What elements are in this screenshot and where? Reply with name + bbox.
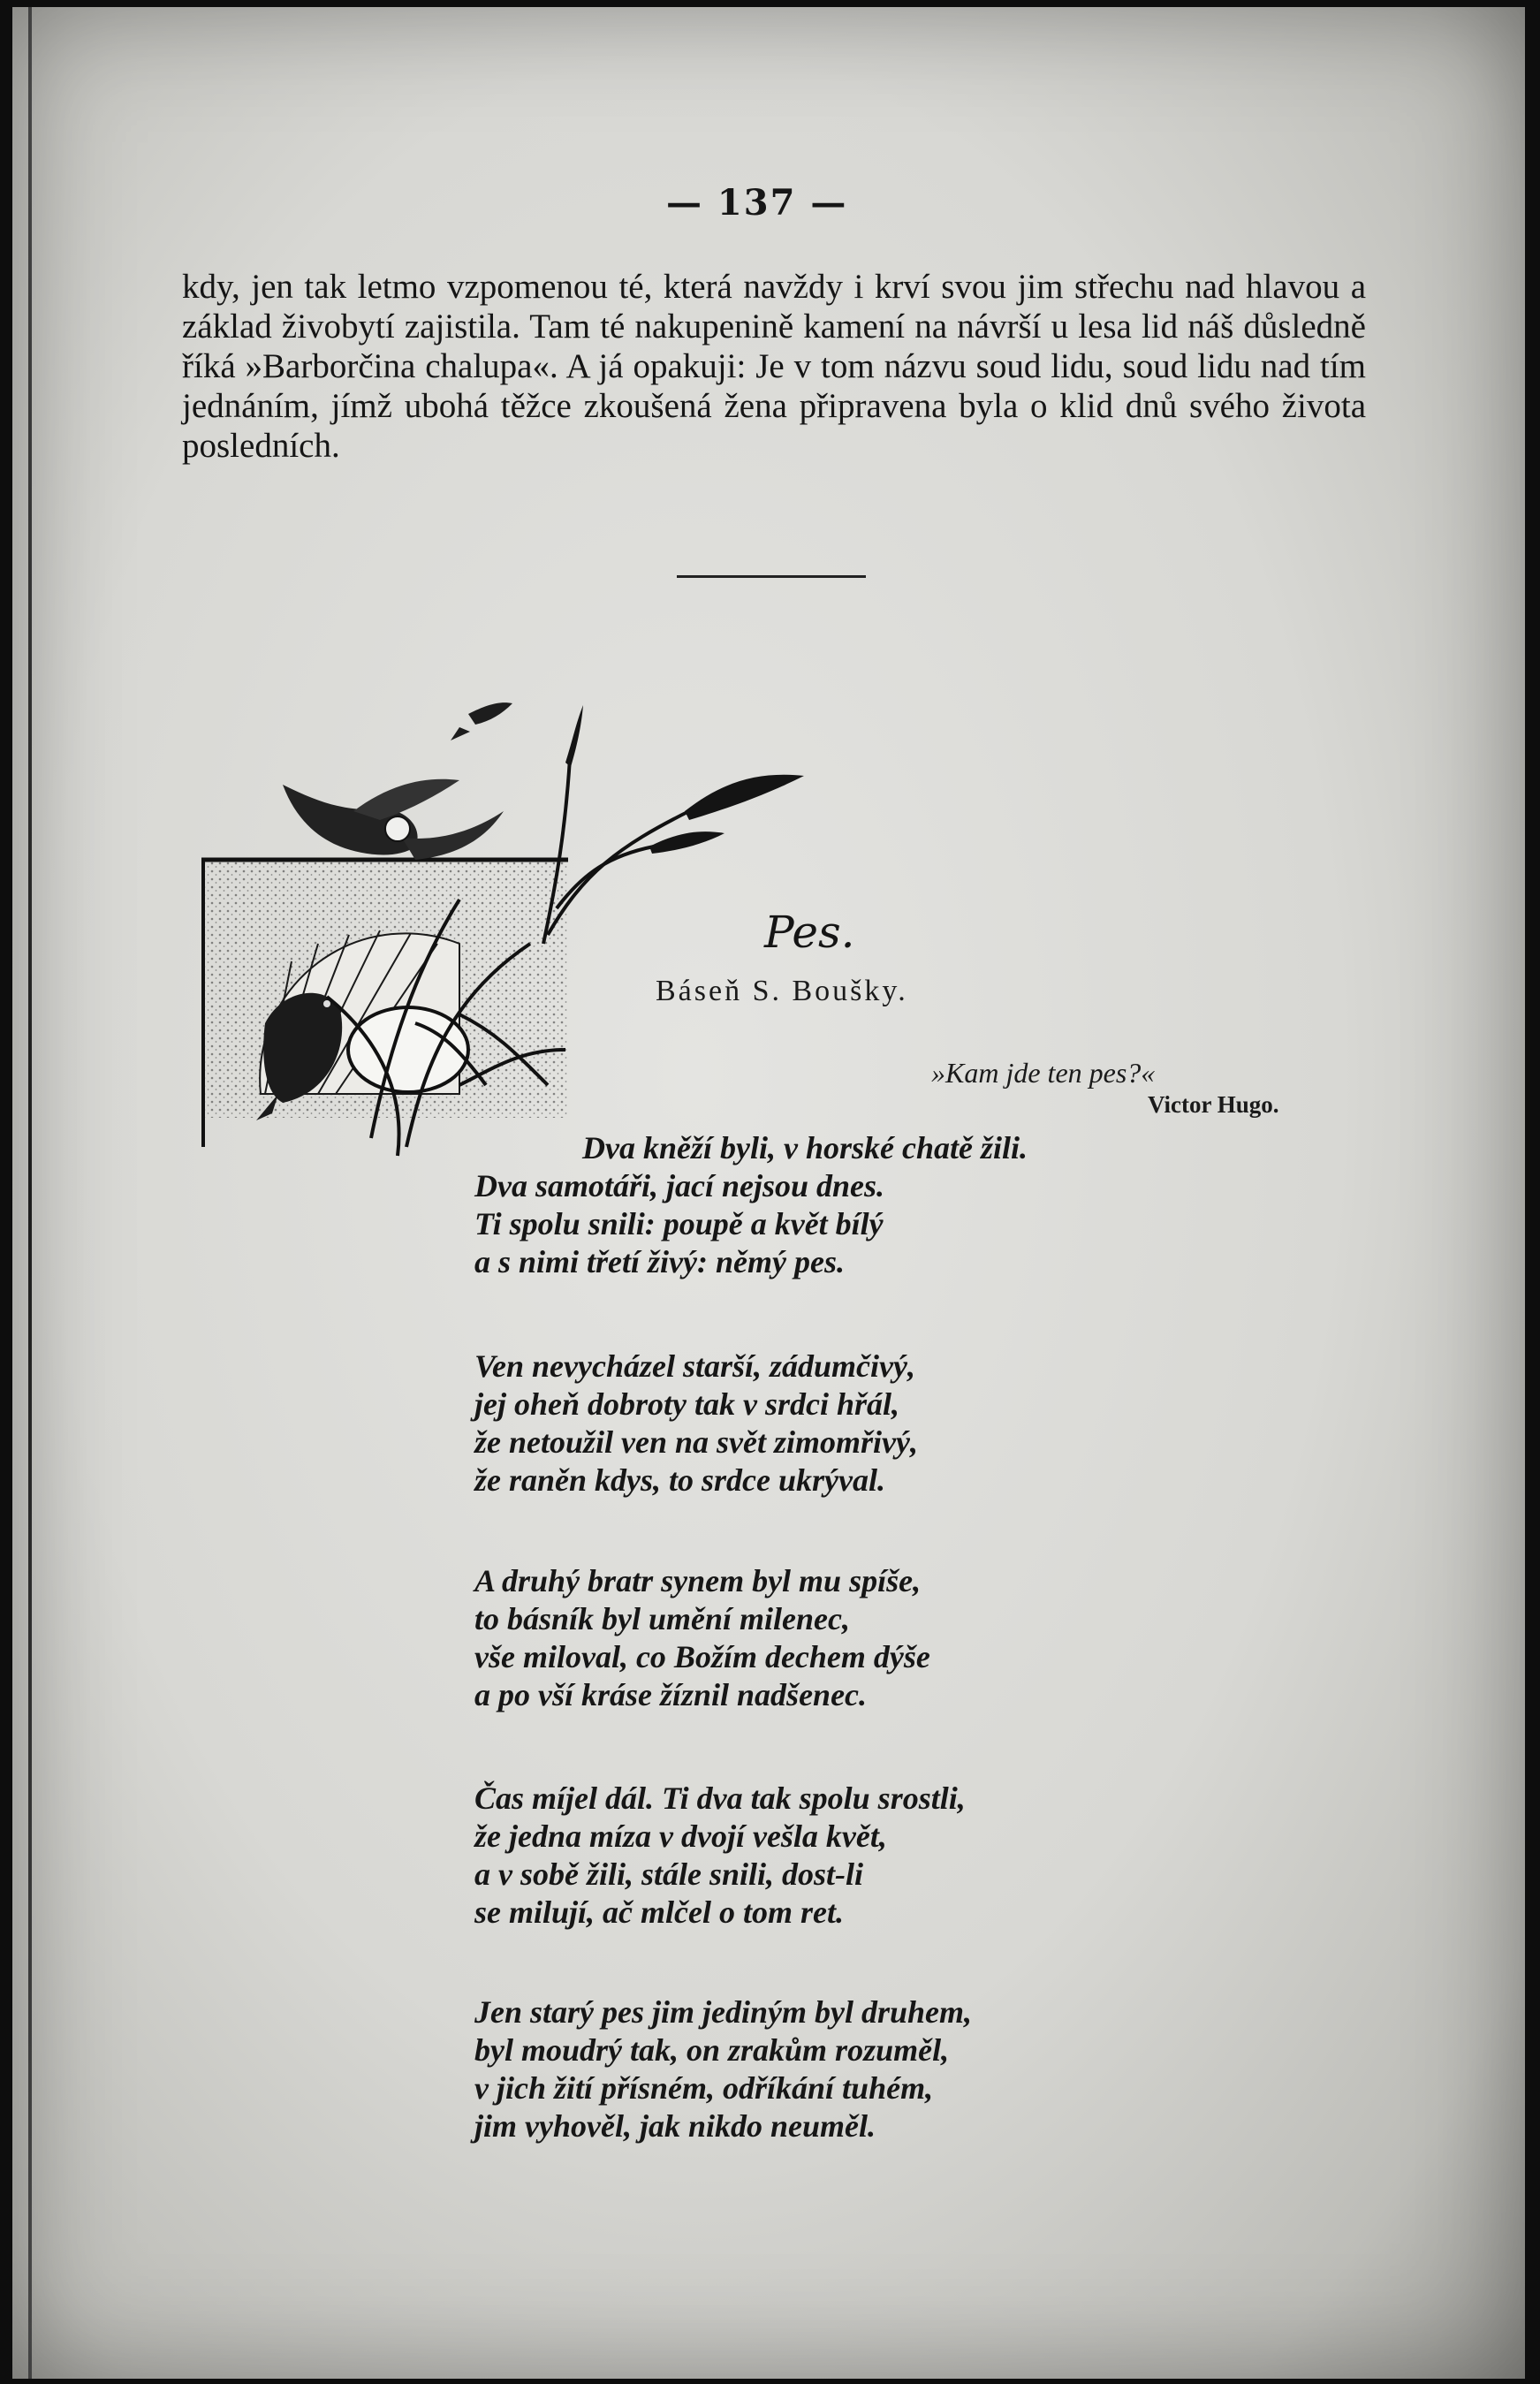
- verse-line: Ti spolu snili: poupě a květ bílý: [474, 1206, 884, 1241]
- page-edge: [28, 7, 32, 2379]
- verse-line: to básník byl umění milenec,: [474, 1601, 851, 1636]
- verse-line: Ven nevycházel starší, zádumčivý,: [474, 1348, 915, 1384]
- verse-line: v jich žití přísném, odříkání tuhém,: [474, 2070, 934, 2106]
- verse-line: Čas míjel dál. Ti dva tak spolu srostli,: [474, 1780, 966, 1816]
- verse-line: Jen starý pes jim jediným byl druhem,: [474, 1994, 972, 2030]
- verse-line: Dva kněží byli, v horské chatě žili.: [582, 1130, 1028, 1165]
- stanza-1: [474, 1129, 1028, 1281]
- verse-line: jej oheň dobroty tak v srdci hřál,: [474, 1386, 900, 1422]
- stanza-2: [474, 1348, 918, 1499]
- stanza-3: [474, 1562, 930, 1714]
- bird-vignette-illustration: [194, 679, 831, 1173]
- prose-paragraph: kdy, jen tak letmo vzpomenou té, která navždy i krví svou jim střechu nad hlavou a základ živobytí zajistila. Tam té nakupenině kamení na návrší u lesa lid náš důsledně říká »Barborčina chalupa«. A já opakuji: Je v tom názvu soud lidu, soud lidu nad tím jednáním, jímž ubohá těžce zkoušená žena připravena byla o klid dnů svého života posledních.: [182, 268, 1366, 465]
- verse-line: Dva samotáři, jací nejsou dnes.: [474, 1168, 885, 1203]
- verse-line: že raněn kdys, to srdce ukrýval.: [474, 1462, 885, 1498]
- section-divider: [677, 575, 866, 578]
- poem-author: Báseň S. Boušky.: [656, 975, 908, 1007]
- verse-line: se milují, ač mlčel o tom ret.: [474, 1894, 844, 1930]
- verse-line: a v sobě žili, stále snili, dost-li: [474, 1856, 864, 1892]
- book-page: [12, 7, 1525, 2379]
- verse-line: a s nimi třetí živý: němý pes.: [474, 1244, 845, 1279]
- poem-title: Pes.: [764, 907, 855, 958]
- stanza-4: [474, 1780, 966, 1932]
- stanza-5: [474, 1993, 972, 2145]
- verse-line: a po vší kráse žíznil nadšenec.: [474, 1677, 868, 1712]
- verse-line: byl moudrý tak, on zrakům rozuměl,: [474, 2032, 950, 2068]
- verse-line: že jedna míza v dvojí vešla květ,: [474, 1818, 887, 1854]
- verse-line: jim vyhověl, jak nikdo neuměl.: [474, 2108, 876, 2144]
- page-number: — 137 —: [666, 182, 848, 224]
- verse-line: A druhý bratr synem byl mu spíše,: [474, 1563, 922, 1598]
- epigraph-author: Victor Hugo.: [1148, 1091, 1279, 1118]
- verse-line: vše miloval, co Božím dechem dýše: [474, 1639, 930, 1674]
- epigraph: »Kam jde ten pes?«: [931, 1057, 1156, 1089]
- verse-line: že netoužil ven na svět zimomřivý,: [474, 1424, 918, 1460]
